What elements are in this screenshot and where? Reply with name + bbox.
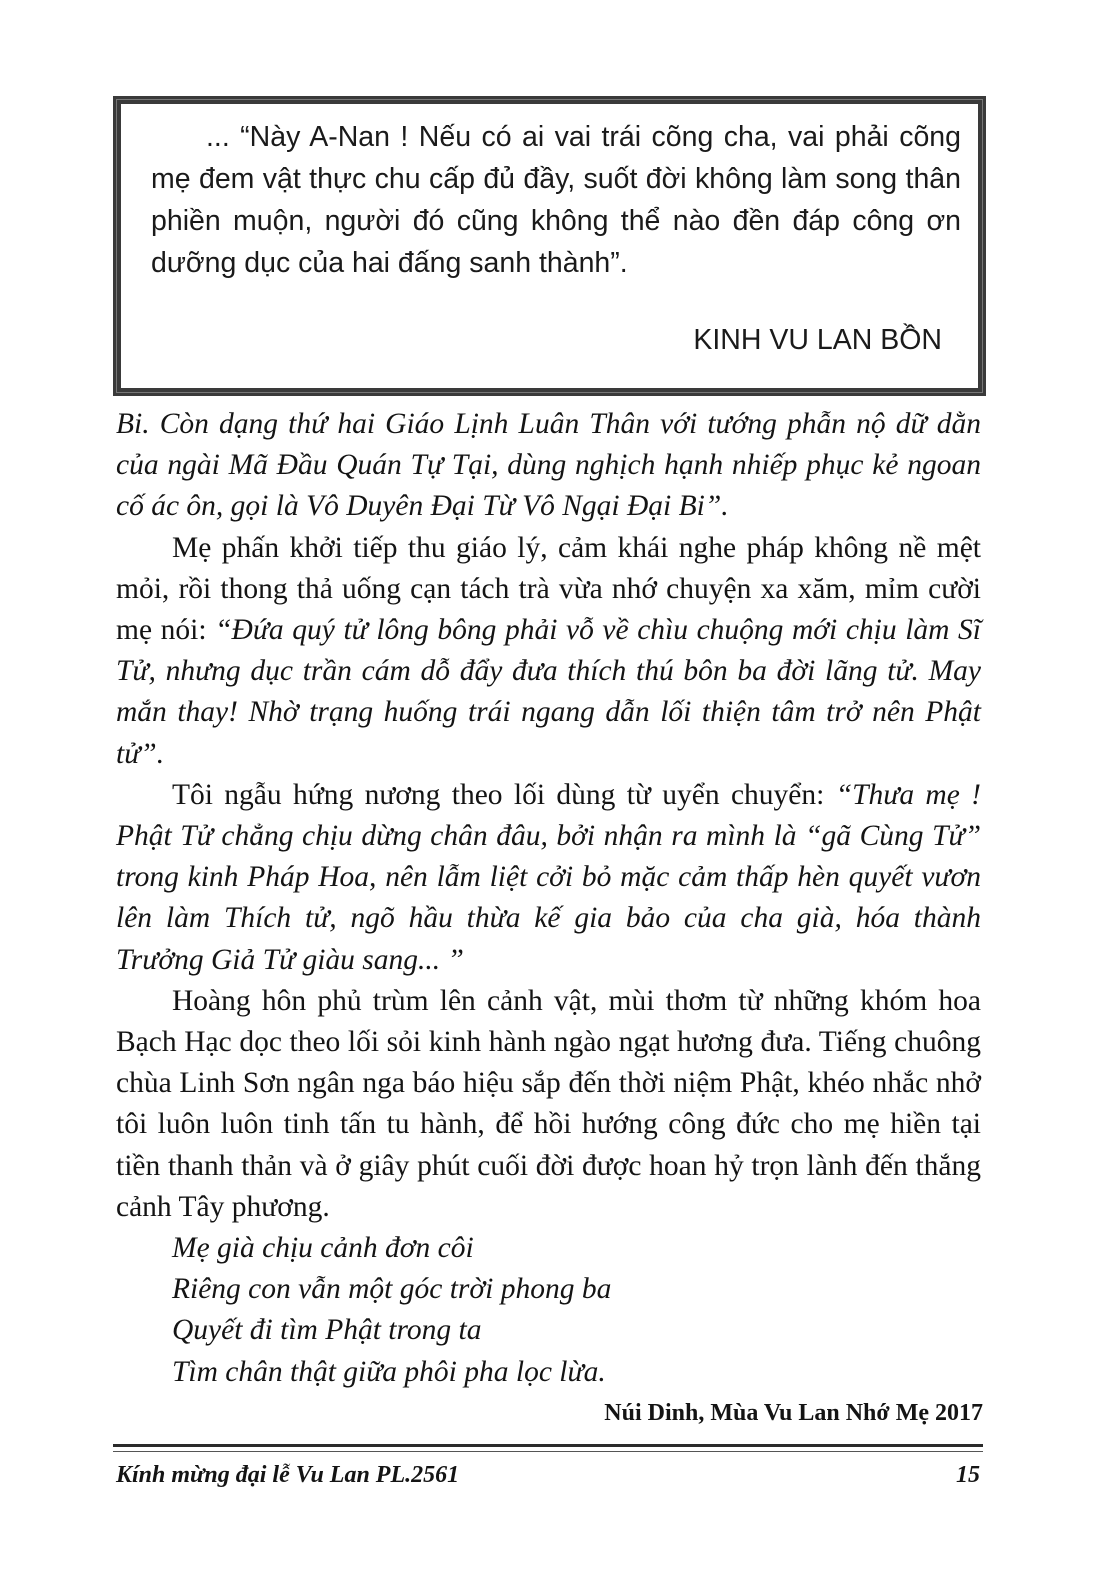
page-number: 15 bbox=[956, 1462, 980, 1488]
footer-title: Kính mừng đại lễ Vu Lan PL.2561 bbox=[116, 1462, 460, 1488]
poem-line: Riêng con vẫn một góc trời phong ba bbox=[172, 1273, 612, 1306]
paragraph-3 bbox=[116, 775, 981, 981]
footer-rule bbox=[113, 1444, 983, 1452]
signature: Núi Dinh, Mùa Vu Lan Nhớ Mẹ 2017 bbox=[604, 1400, 983, 1426]
paragraph-3-plain: Tôi ngẫu hứng nương theo lối dùng từ uyển chuyển: bbox=[172, 778, 836, 811]
quote-source: KINH VU LAN BỒN bbox=[693, 324, 942, 356]
paragraph-2-italic: “Đứa quý tử lông bông phải vỗ về chìu chuộng mới chịu làm Sĩ Tử, nhưng dục trần cám dỗ đẩy đưa thích thú bôn ba đời lãng tử. May mắn thay! Nhờ trạng huống trái ngang dẫn lối thiện tâm trở nên Phật tử”. bbox=[116, 614, 982, 770]
poem-line: Quyết đi tìm Phật trong ta bbox=[172, 1314, 482, 1347]
quote-box bbox=[113, 96, 986, 396]
quote-text: ... “Này A-Nan ! Nếu có ai vai trái cõng cha, vai phải cõng mẹ đem vật thực chu cấp đủ đầy, suốt đời không làm song thân phiền muộn, người đó cũng không thể nào đền đáp công ơn dưỡng dục của hai đấng sanh thành”. bbox=[151, 121, 961, 279]
paragraph-1: Bi. Còn dạng thứ hai Giáo Lịnh Luân Thân với tướng phẫn nộ dữ dằn của ngài Mã Đầu Quán Tự Tại, dùng nghịch hạnh nhiếp phục kẻ ngoan cố ác ôn, gọi là Vô Duyên Đại Từ Vô Ngại Đại Bi”. bbox=[116, 408, 981, 523]
paragraph-2-plain: Mẹ phấn khởi tiếp thu giáo lý, cảm khái nghe pháp không nề mệt mỏi, rồi thong thả uống cạn tách trà vừa nhớ chuyện xa xăm, mỉm cười mẹ nói: bbox=[116, 531, 981, 647]
poem-line: Tìm chân thật giữa phôi pha lọc lừa. bbox=[172, 1355, 606, 1388]
poem-line: Mẹ già chịu cảnh đơn côi bbox=[172, 1232, 474, 1265]
paragraph-4: Hoàng hôn phủ trùm lên cảnh vật, mùi thơm từ những khóm hoa Bạch Hạc dọc theo lối sỏi kinh hành ngào ngạt hương đưa. Tiếng chuông chùa Linh Sơn ngân nga báo hiệu sắp đến thời niệm Phật, khéo nhắc nhở tôi luôn luôn tinh tấn tu hành, để hồi hướng công đức cho mẹ hiền tại tiền thanh thản và ở giây phút cuối đời được hoan hỷ trọn lành đến thắng cảnh Tây phương. bbox=[116, 984, 981, 1223]
body-text bbox=[116, 404, 981, 1393]
paragraph-2 bbox=[116, 528, 981, 775]
paragraph-3-italic: “Thưa mẹ ! Phật Tử chẳng chịu dừng chân đâu, bởi nhận ra mình là “gã Cùng Tử” trong kinh Pháp Hoa, nên lẫm liệt cởi bỏ mặc cảm thấp hèn quyết vươn lên làm Thích tử, ngõ hầu thừa kế gia bảo của cha già, hóa thành Trưởng Giả Tử giàu sang... ” bbox=[116, 778, 982, 976]
